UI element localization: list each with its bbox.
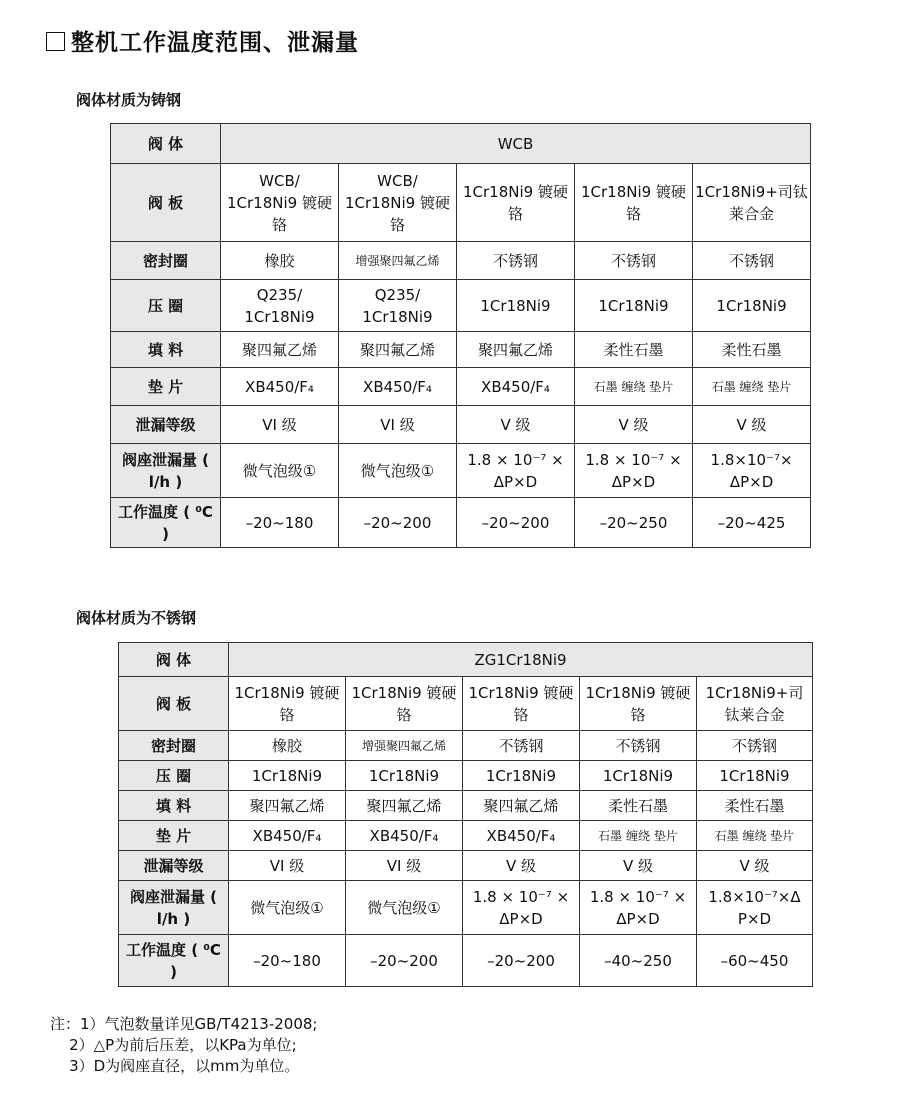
row-label-cell: 填 料: [119, 791, 229, 821]
table-cell: 石墨 缠绕 垫片: [697, 821, 813, 851]
body-value-cell: WCB: [221, 124, 811, 164]
table-cell: XB450/F₄: [339, 368, 457, 406]
table-cell: 石墨 缠绕 垫片: [575, 368, 693, 406]
table-cell: 1Cr18Ni9: [580, 761, 697, 791]
row-label-cell: 阀座泄漏量 ( l/h ): [111, 444, 221, 498]
row-label-cell: 泄漏等级: [111, 406, 221, 444]
table-row: [119, 791, 813, 821]
checkbox-square-icon: [46, 32, 65, 51]
table-cell: 聚四氟乙烯: [339, 332, 457, 368]
row-label-cell: 工作温度 ( ⁰C ): [111, 498, 221, 548]
table-cell: –20~180: [221, 498, 339, 548]
table-cell: XB450/F₄: [229, 821, 346, 851]
spec-table-stainless-steel: [118, 642, 813, 987]
table-row: [119, 677, 813, 731]
table-cell: –20~425: [693, 498, 811, 548]
table-cell: 增强聚四氟乙烯: [339, 242, 457, 280]
table-row: [111, 280, 811, 332]
row-label-cell: 密封圈: [119, 731, 229, 761]
table-cell: 柔性石墨: [693, 332, 811, 368]
footnote-3: 3）D为阀座直径，以mm为单位。: [50, 1057, 300, 1075]
footnotes: [50, 1014, 318, 1077]
table-cell: 不锈钢: [580, 731, 697, 761]
table-row: [119, 821, 813, 851]
row-label-cell: 阀座泄漏量 ( l/h ): [119, 881, 229, 935]
table-cell: V 级: [457, 406, 575, 444]
table-cell: 微气泡级①: [229, 881, 346, 935]
table-cell: 微气泡级①: [346, 881, 463, 935]
footnote-2: 2）△P为前后压差，以KPa为单位;: [50, 1036, 297, 1054]
table-cell: –20~200: [463, 935, 580, 987]
table-cell: VI 级: [229, 851, 346, 881]
table-cell: WCB/ 1Cr18Ni9 镀硬铬: [221, 164, 339, 242]
table-cell: 微气泡级①: [339, 444, 457, 498]
table-cell: 柔性石墨: [575, 332, 693, 368]
body-value-cell: ZG1Cr18Ni9: [229, 643, 813, 677]
table-cell: V 级: [575, 406, 693, 444]
table-cell: 1.8×10⁻⁷×Δ P×D: [697, 881, 813, 935]
table-row: [119, 881, 813, 935]
table-cell: 柔性石墨: [580, 791, 697, 821]
row-label-cell: 工作温度 ( ⁰C ): [119, 935, 229, 987]
table-cell: 1Cr18Ni9 镀硬铬: [346, 677, 463, 731]
footnote-1: 注：1）气泡数量详见GB/T4213-2008;: [50, 1015, 318, 1033]
body-label-cell: 阀 体: [111, 124, 221, 164]
table-cell: 1.8 × 10⁻⁷ × ΔP×D: [575, 444, 693, 498]
table-cell: 柔性石墨: [697, 791, 813, 821]
table-cell: 1Cr18Ni9: [697, 761, 813, 791]
table-cell: 1.8 × 10⁻⁷ × ΔP×D: [457, 444, 575, 498]
table-cell: –20~250: [575, 498, 693, 548]
table-cell: 不锈钢: [463, 731, 580, 761]
table-row: [119, 935, 813, 987]
row-label-cell: 垫 片: [119, 821, 229, 851]
table-cell: 石墨 缠绕 垫片: [580, 821, 697, 851]
table-cell: 不锈钢: [697, 731, 813, 761]
table-cell: VI 级: [346, 851, 463, 881]
table-cell: –20~200: [457, 498, 575, 548]
table-cell: 1Cr18Ni9: [457, 280, 575, 332]
table-cell: WCB/ 1Cr18Ni9 镀硬铬: [339, 164, 457, 242]
table-row: [119, 761, 813, 791]
table-cell: 聚四氟乙烯: [457, 332, 575, 368]
table-row: [119, 731, 813, 761]
table-row: [111, 332, 811, 368]
table-cell: VI 级: [339, 406, 457, 444]
table-cell: Q235/ 1Cr18Ni9: [339, 280, 457, 332]
row-label-cell: 压 圈: [119, 761, 229, 791]
table-cell: 1Cr18Ni9: [229, 761, 346, 791]
table-cell: 橡胶: [221, 242, 339, 280]
table-cell: –20~200: [346, 935, 463, 987]
table-cell: –20~180: [229, 935, 346, 987]
table-cell: 1Cr18Ni9 镀硬铬: [229, 677, 346, 731]
row-label-cell: 填 料: [111, 332, 221, 368]
table-cell: 1.8 × 10⁻⁷ × ΔP×D: [463, 881, 580, 935]
page-heading-text: 整机工作温度范围、泄漏量: [71, 30, 359, 56]
spec-table-cast-steel: [110, 123, 811, 548]
row-label-cell: 阀 板: [119, 677, 229, 731]
table-cell: XB450/F₄: [457, 368, 575, 406]
body-label-cell: 阀 体: [119, 643, 229, 677]
table-cell: 1Cr18Ni9 镀硬铬: [457, 164, 575, 242]
table-cell: 聚四氟乙烯: [346, 791, 463, 821]
table-cell: V 级: [693, 406, 811, 444]
table-cell: 1.8×10⁻⁷× ΔP×D: [693, 444, 811, 498]
table-cell: 微气泡级①: [221, 444, 339, 498]
table-cell: XB450/F₄: [346, 821, 463, 851]
row-label-cell: 垫 片: [111, 368, 221, 406]
table-cell: 1Cr18Ni9+司钛莱合金: [693, 164, 811, 242]
table-cell: V 级: [463, 851, 580, 881]
table1-subtitle: 阀体材质为铸钢: [76, 91, 182, 109]
table-cell: –20~200: [339, 498, 457, 548]
table-cell: 1Cr18Ni9: [346, 761, 463, 791]
table-cell: –60~450: [697, 935, 813, 987]
table-cell: 1Cr18Ni9+司钛莱合金: [697, 677, 813, 731]
table-cell: 1Cr18Ni9 镀硬铬: [463, 677, 580, 731]
table-cell: 橡胶: [229, 731, 346, 761]
table-cell: XB450/F₄: [463, 821, 580, 851]
table-cell: 聚四氟乙烯: [221, 332, 339, 368]
table-cell: V 级: [580, 851, 697, 881]
table-cell: 1Cr18Ni9: [693, 280, 811, 332]
table-cell: 石墨 缠绕 垫片: [693, 368, 811, 406]
table-cell: 1Cr18Ni9: [463, 761, 580, 791]
table-row: [111, 444, 811, 498]
table-cell: 不锈钢: [575, 242, 693, 280]
table-cell: 1Cr18Ni9 镀硬铬: [575, 164, 693, 242]
table-row: [111, 242, 811, 280]
table-row: [119, 851, 813, 881]
table-cell: 1Cr18Ni9 镀硬铬: [580, 677, 697, 731]
table-cell: XB450/F₄: [221, 368, 339, 406]
table-row: [111, 406, 811, 444]
row-label-cell: 阀 板: [111, 164, 221, 242]
table-cell: 聚四氟乙烯: [229, 791, 346, 821]
table-row: [111, 368, 811, 406]
table-cell: 聚四氟乙烯: [463, 791, 580, 821]
table-row: [111, 498, 811, 548]
table-cell: 增强聚四氟乙烯: [346, 731, 463, 761]
page-heading: [46, 24, 359, 57]
table-cell: 不锈钢: [693, 242, 811, 280]
table-cell: –40~250: [580, 935, 697, 987]
table-cell: VI 级: [221, 406, 339, 444]
table-cell: 1.8 × 10⁻⁷ × ΔP×D: [580, 881, 697, 935]
row-label-cell: 压 圈: [111, 280, 221, 332]
table-cell: 不锈钢: [457, 242, 575, 280]
table-row: [111, 164, 811, 242]
table-cell: 1Cr18Ni9: [575, 280, 693, 332]
table-cell: Q235/ 1Cr18Ni9: [221, 280, 339, 332]
table-cell: V 级: [697, 851, 813, 881]
table2-subtitle: 阀体材质为不锈钢: [76, 609, 197, 627]
row-label-cell: 泄漏等级: [119, 851, 229, 881]
row-label-cell: 密封圈: [111, 242, 221, 280]
